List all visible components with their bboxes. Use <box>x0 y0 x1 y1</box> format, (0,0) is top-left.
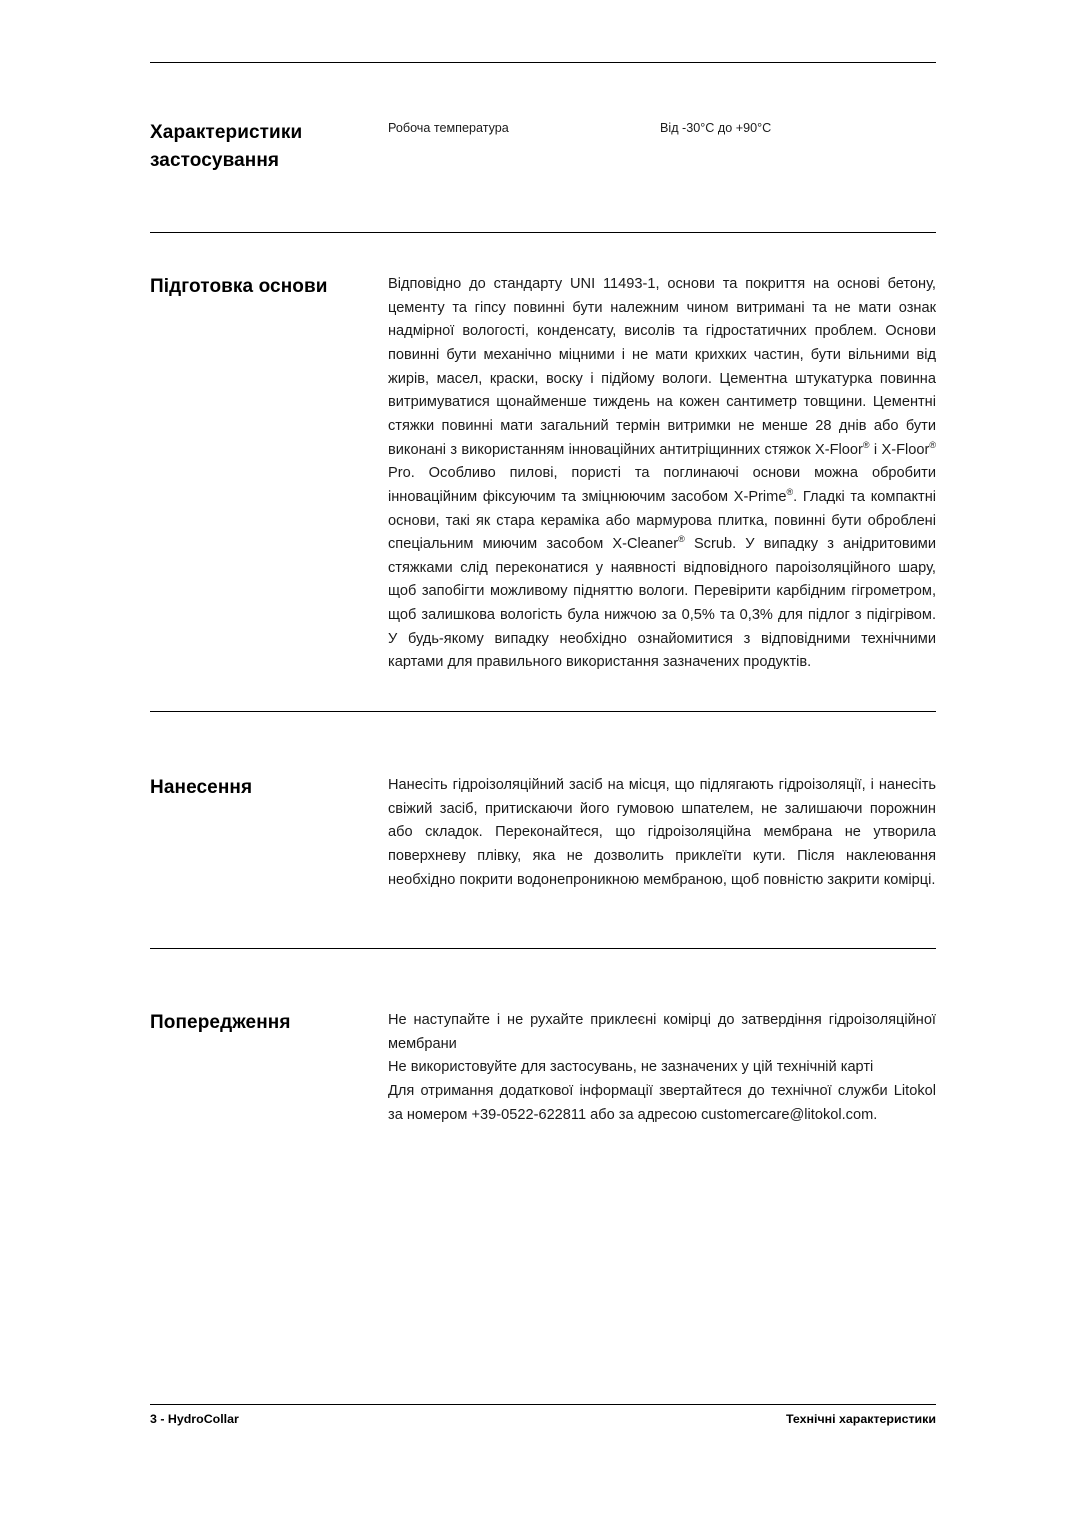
paragraph: Відповідно до стандарту UNI 11493-1, основи та покриття на основі бетону, цементу та гіпсу повинні бути належним чином витримані та не мати ознак надмірної вологості, конденсату, висолів та гідростатичних проблем. Основи повинні бути механічно міцними і не мати крихких частин, бути вільними від жирів, масел, краски, воску і підйому вологи. Цементна штукатурка повинна витримуватися щонайменше тиждень на кожен сантиметр товщини. Цементні стяжки повинні мати загальний термін витримки не менше 28 днів або бути виконані з використанням інноваційних антитріщинних стяжок X-Floor® і X-Floor® Pro. Особливо пилові, пористі та поглинаючі основи можна обробити інноваційним фіксуючим та зміцнюючим засобом X-Prime®. Гладкі та компактні основи, такі як стара кераміка або мармурова плитка, повинні бути оброблені спеціальним миючим засобом X-Cleaner® Scrub. У випадку з анідритовими стяжками слід переконатися у наявності відповідного пароізоляційного шару, щоб запобігти можливому підняттю вологи. Перевірити карбідним гігрометром, щоб залишкова вологість була нижчою за 0,5% та 0,3% для підлог з підігрівом. У будь-якому випадку необхідно ознайомитися з відповідними технічними картами для правильного використання зазначених продуктів. <box>388 276 936 671</box>
section-label-column <box>150 273 388 301</box>
section-body-column <box>388 119 936 138</box>
section-label-column <box>150 119 388 174</box>
section-warnings <box>150 949 936 1167</box>
property-value: Від -30°C до +90°C <box>660 121 772 135</box>
paragraph: Не використовуйте для застосувань, не зазначених у цій технічній карті <box>388 1059 874 1076</box>
paragraph: Не наступайте і не рухайте приклеєні комірці до затвердіння гідроізоляційної мембрани <box>388 1012 936 1052</box>
paragraph: Нанесіть гідроізоляційний засіб на місця, що підлягають гідроізоляції, і нанесіть свіжий засіб, притискаючи його гумовою шпателем, не залишаючи порожнин або складок. Переконайтеся, що гідроізоляційна мембрана не утворила поверхневу плівку, яка не дозволить приклеїти кути. Після наклеювання необхідно покрити водонепроникною мембраною, щоб повністю закрити комірці. <box>388 776 936 888</box>
section-title: Нанесення <box>150 776 253 798</box>
footer-right-text: Технічні характеристики <box>785 1412 936 1426</box>
footer-row <box>150 1405 936 1426</box>
section-title: Попередження <box>150 1012 291 1034</box>
page-content <box>150 62 936 1167</box>
section-body-column <box>388 273 936 675</box>
section-application <box>150 712 936 948</box>
footer-left-text: 3 - HydroCollar <box>150 1412 239 1426</box>
section-substrate-preparation <box>150 233 936 711</box>
section-label-column <box>150 1009 388 1037</box>
section-characteristics <box>150 63 936 232</box>
section-title: Характеристики застосування <box>150 122 303 171</box>
section-body-column <box>388 774 936 892</box>
section-body-column <box>388 1009 936 1127</box>
paragraph: Для отримання додаткової інформації звертайтеся до технічної служби Litokol за номером +39-0522-622811 або за адресою customercare@litokol.com. <box>388 1083 936 1123</box>
table-row <box>388 119 936 138</box>
section-label-column <box>150 774 388 802</box>
property-name: Робоча температура <box>388 121 509 135</box>
section-title: Підготовка основи <box>150 276 328 298</box>
page-footer <box>150 1404 936 1426</box>
